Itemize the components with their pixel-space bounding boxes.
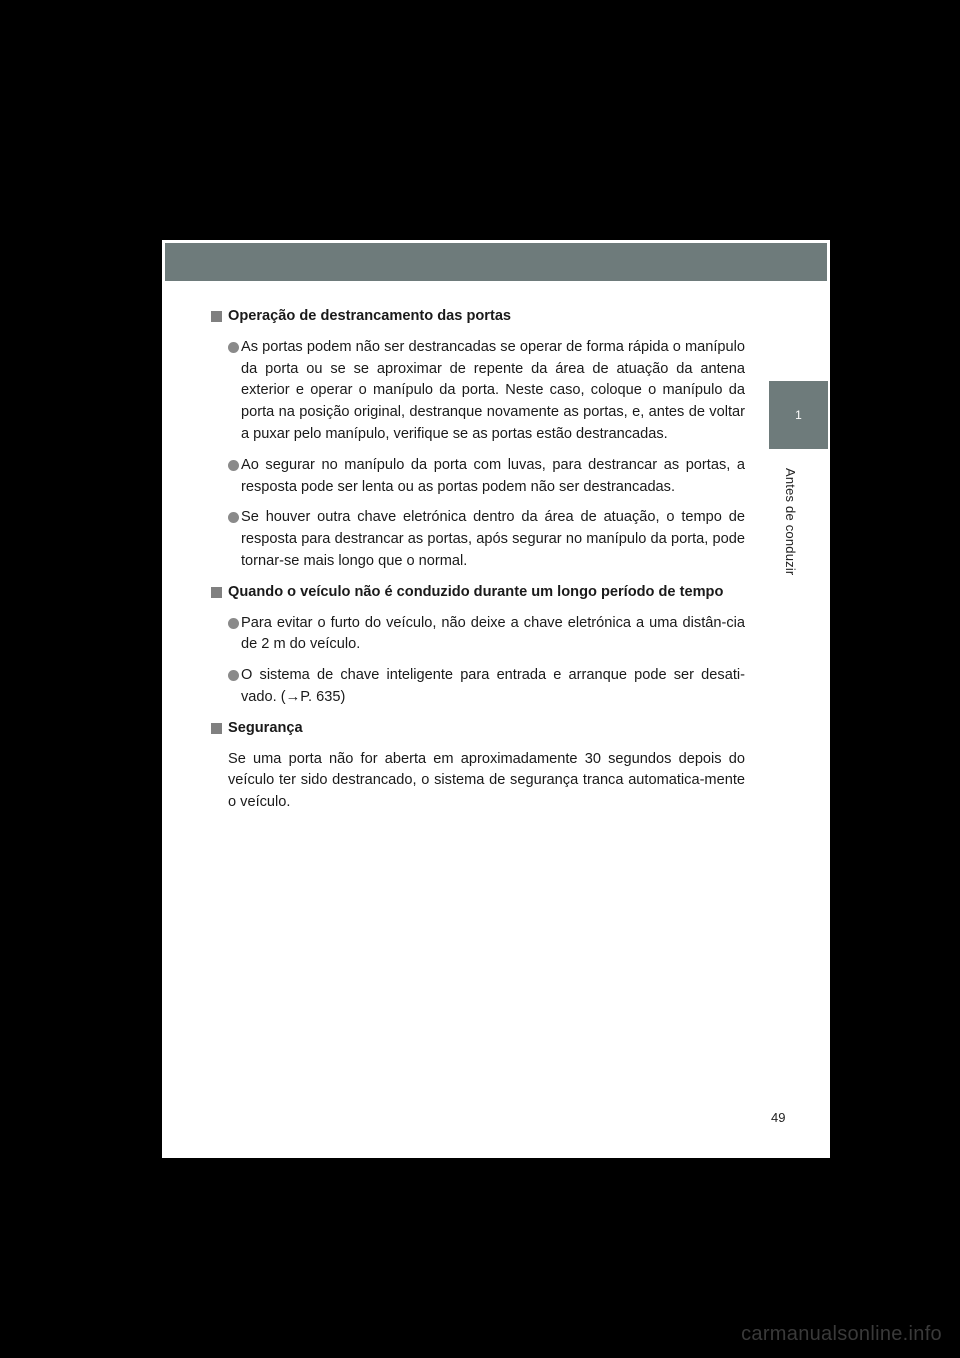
page-number: 49 — [771, 1110, 786, 1125]
chapter-tab — [769, 381, 828, 449]
round-bullet-icon — [228, 455, 241, 499]
section-heading: Quando o veículo não é conduzido durante um longo período de tempo — [210, 582, 745, 604]
round-bullet-icon — [228, 613, 241, 657]
square-bullet-icon — [210, 718, 228, 740]
list-item: As portas podem não ser destrancadas se operar de forma rápida o manípulo da porta ou se se aproximar de repente da área de atuação da antena exterior e operar o manípulo da porta. Neste caso, coloque o manípulo da porta na posição original, destranque novamente as portas, e, antes de voltar a puxar pelo manípulo, verifique se as portas estão destrancadas. — [210, 337, 745, 446]
header-bar — [165, 243, 827, 281]
chapter-title: Antes de conduzir — [783, 468, 798, 576]
list-item: Para evitar o furto do veículo, não deixe a chave eletrónica a uma distân-cia de 2 m do veículo. — [210, 613, 745, 657]
chapter-number: 1 — [795, 408, 802, 422]
square-bullet-icon — [210, 582, 228, 604]
list-item: Se houver outra chave eletrónica dentro da área de atuação, o tempo de resposta para destrancar as portas, após segurar no manípulo da porta, pode tornar-se mais longo que o normal. — [210, 507, 745, 572]
square-bullet-icon — [210, 306, 228, 328]
manual-page — [162, 240, 830, 1158]
page-content — [210, 306, 745, 814]
round-bullet-icon — [228, 507, 241, 572]
round-bullet-icon — [228, 665, 241, 709]
section-heading: Operação de destrancamento das portas — [210, 306, 745, 328]
list-item: O sistema de chave inteligente para entrada e arranque pode ser desati-vado. (→P. 635) — [210, 665, 745, 709]
section-heading: Segurança — [210, 718, 745, 740]
paragraph: Se uma porta não for aberta em aproximadamente 30 segundos depois do veículo ter sido destrancado, o sistema de segurança tranca automatica-mente o veículo. — [228, 750, 745, 811]
round-bullet-icon — [228, 337, 241, 446]
list-item: Ao segurar no manípulo da porta com luvas, para destrancar as portas, a resposta pode ser lenta ou as portas podem não ser destrancadas. — [210, 455, 745, 499]
watermark: carmanualsonline.info — [741, 1323, 942, 1345]
